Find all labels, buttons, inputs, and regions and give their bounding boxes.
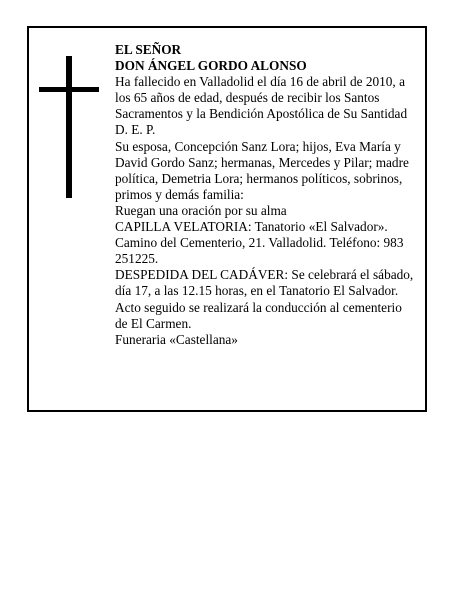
wake-chapel-info: CAPILLA VELATORIA: Tanatorio «El Salvador». Camino del Cementerio, 21. Valladolid. Teléfono: 983 251225. — [115, 219, 404, 267]
farewell-info: DESPEDIDA DEL CADÁVER: Se celebrará el sábado, día 17, a las 12.15 horas, en el Tanatorio El Salvador. Acto seguido se realizará la conducción al cementerio de El Carmen. — [115, 267, 414, 331]
family-list: Su esposa, Concepción Sanz Lora; hijos, Eva María y David Gordo Sanz; hermanas, Mercedes y Pilar; madre política, Demetria Lora; hermanos políticos, sobrinos, primos y demás familia: — [115, 138, 409, 202]
obituary-notice — [27, 26, 427, 412]
cross-icon — [39, 56, 99, 198]
cross-horizontal-bar — [39, 87, 99, 92]
death-announcement: Ha fallecido en Valladolid el día 16 de abril de 2010, a los 65 años de edad, después de recibir los Santos Sacramentos y la Bendición Apostólica de Su Santidad D. E. P. — [115, 74, 408, 138]
deceased-name: DON ÁNGEL GORDO ALONSO — [115, 58, 307, 74]
funeral-home: Funeraria «Castellana» — [115, 331, 238, 347]
notice-text — [115, 42, 417, 348]
notice-title: EL SEÑOR — [115, 42, 182, 57]
cross-vertical-bar — [66, 56, 72, 198]
prayer-request: Ruegan una oración por su alma — [115, 202, 287, 218]
